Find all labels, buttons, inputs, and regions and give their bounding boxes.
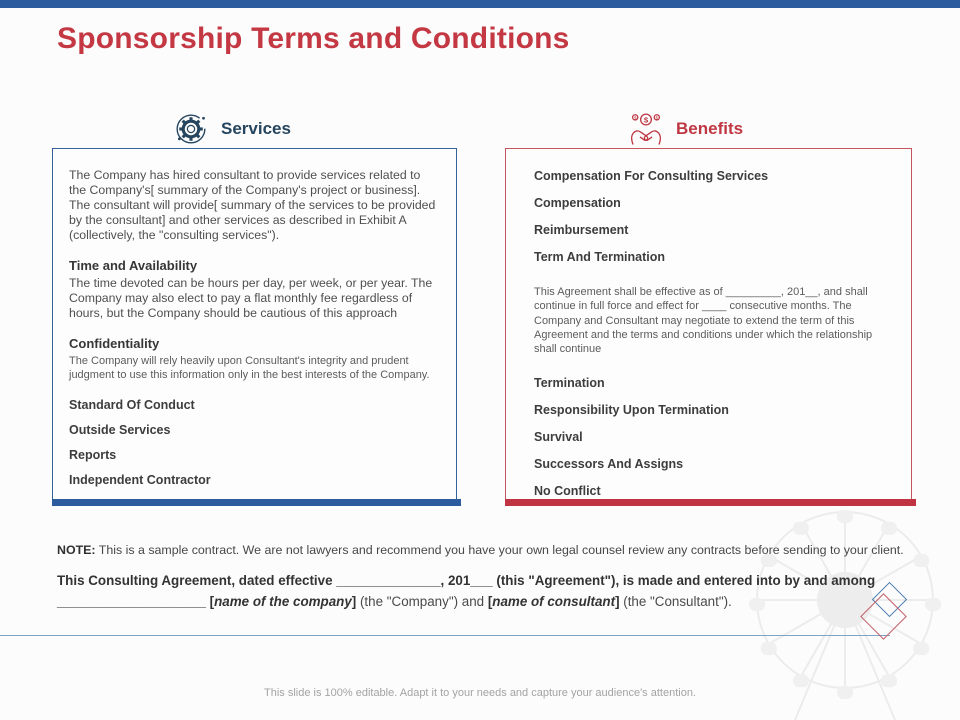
svg-text:$: $ [633,116,637,122]
list-item: Responsibility Upon Termination [534,403,729,418]
gear-icon [172,110,210,148]
agreement-text: This Consulting Agreement, dated effective ______________, 201___ (this "Agreement"), is made and entered into by and among ____________________ [ [57,573,876,610]
benefits-header-label: Benefits [676,119,744,138]
list-item: Term And Termination [534,250,666,264]
note-line [57,542,925,558]
services-header-label: Services [221,119,291,138]
benefits-header [627,109,743,149]
list-item: Survival [534,430,583,445]
list-item: Reimbursement [534,223,629,237]
services-accent-bar [52,499,461,506]
top-accent-bar [0,0,960,8]
list-item: Successors And Assigns [534,457,684,472]
note-text: This is a sample contract. We are not lawyers and recommend you have your own legal counsel review any contracts before sending to your client. [95,543,904,557]
page-title: Sponsorship Terms and Conditions [57,22,570,55]
svg-text:$: $ [643,115,649,125]
list-item: Reports [69,447,117,462]
section-body-time-availability: The time devoted can be hours per day, per week, or per year. The Company may also elect to pay a flat monthly fee regardless of hours, but the Company should be cautious of this approach [69,276,433,320]
hands-coin-icon [627,110,665,148]
note-label: NOTE: [57,543,96,557]
section-heading-time-availability: Time and Availability [69,258,198,273]
svg-text:$: $ [655,116,659,122]
consultant-name-placeholder: name of consultant [492,594,616,610]
list-item: Independent Contractor [69,472,211,487]
agreement-paragraph: This Consulting Agreement, dated effective ______________, 201___ (this "Agreement"), is made and entered into by and among ____________________ [name of the company] (the "Company") and [name of consultant] (the "Consultant"). [57,573,876,610]
list-item: Termination [534,376,605,391]
list-item: No Conflict [534,484,601,499]
services-header [172,109,291,149]
services-panel [52,148,457,506]
divider-line [0,635,890,636]
list-item: Compensation [534,196,621,210]
section-body-confidentiality: The Company will rely heavily upon Consultant's integrity and prudent judgment to use this information only in the best interests of the Company. [69,355,430,382]
list-item: Outside Services [69,422,171,437]
footer-note: This slide is 100% editable. Adapt it to your needs and capture your audience's attention. [264,687,696,699]
list-item: Compensation For Consulting Services [534,169,769,183]
list-item: Standard Of Conduct [69,397,195,412]
services-intro-paragraph: The Company has hired consultant to provide services related to the Company's[ summary of the Company's project or business]. The consultant will provide[ summary of the services to be provided by the consultant] and other services as described in Exhibit A (collectively, the "consulting services"). [69,168,436,242]
benefits-panel [505,148,912,506]
benefits-term-paragraph: This Agreement shall be effective as of _________, 201__, and shall continue in full force and effect for ____ consecutive months. The Company and Consultant may negotiate to extend the term of this Agreement and the terms and conditions under which the relationship shall continue [534,286,873,356]
benefits-topic-list-top [534,169,891,264]
services-topic-list [69,398,440,505]
benefits-topic-list-bottom [534,376,891,498]
benefits-accent-bar [505,499,916,506]
company-name-placeholder: name of the company [214,594,352,610]
section-heading-confidentiality: Confidentiality [69,336,160,351]
